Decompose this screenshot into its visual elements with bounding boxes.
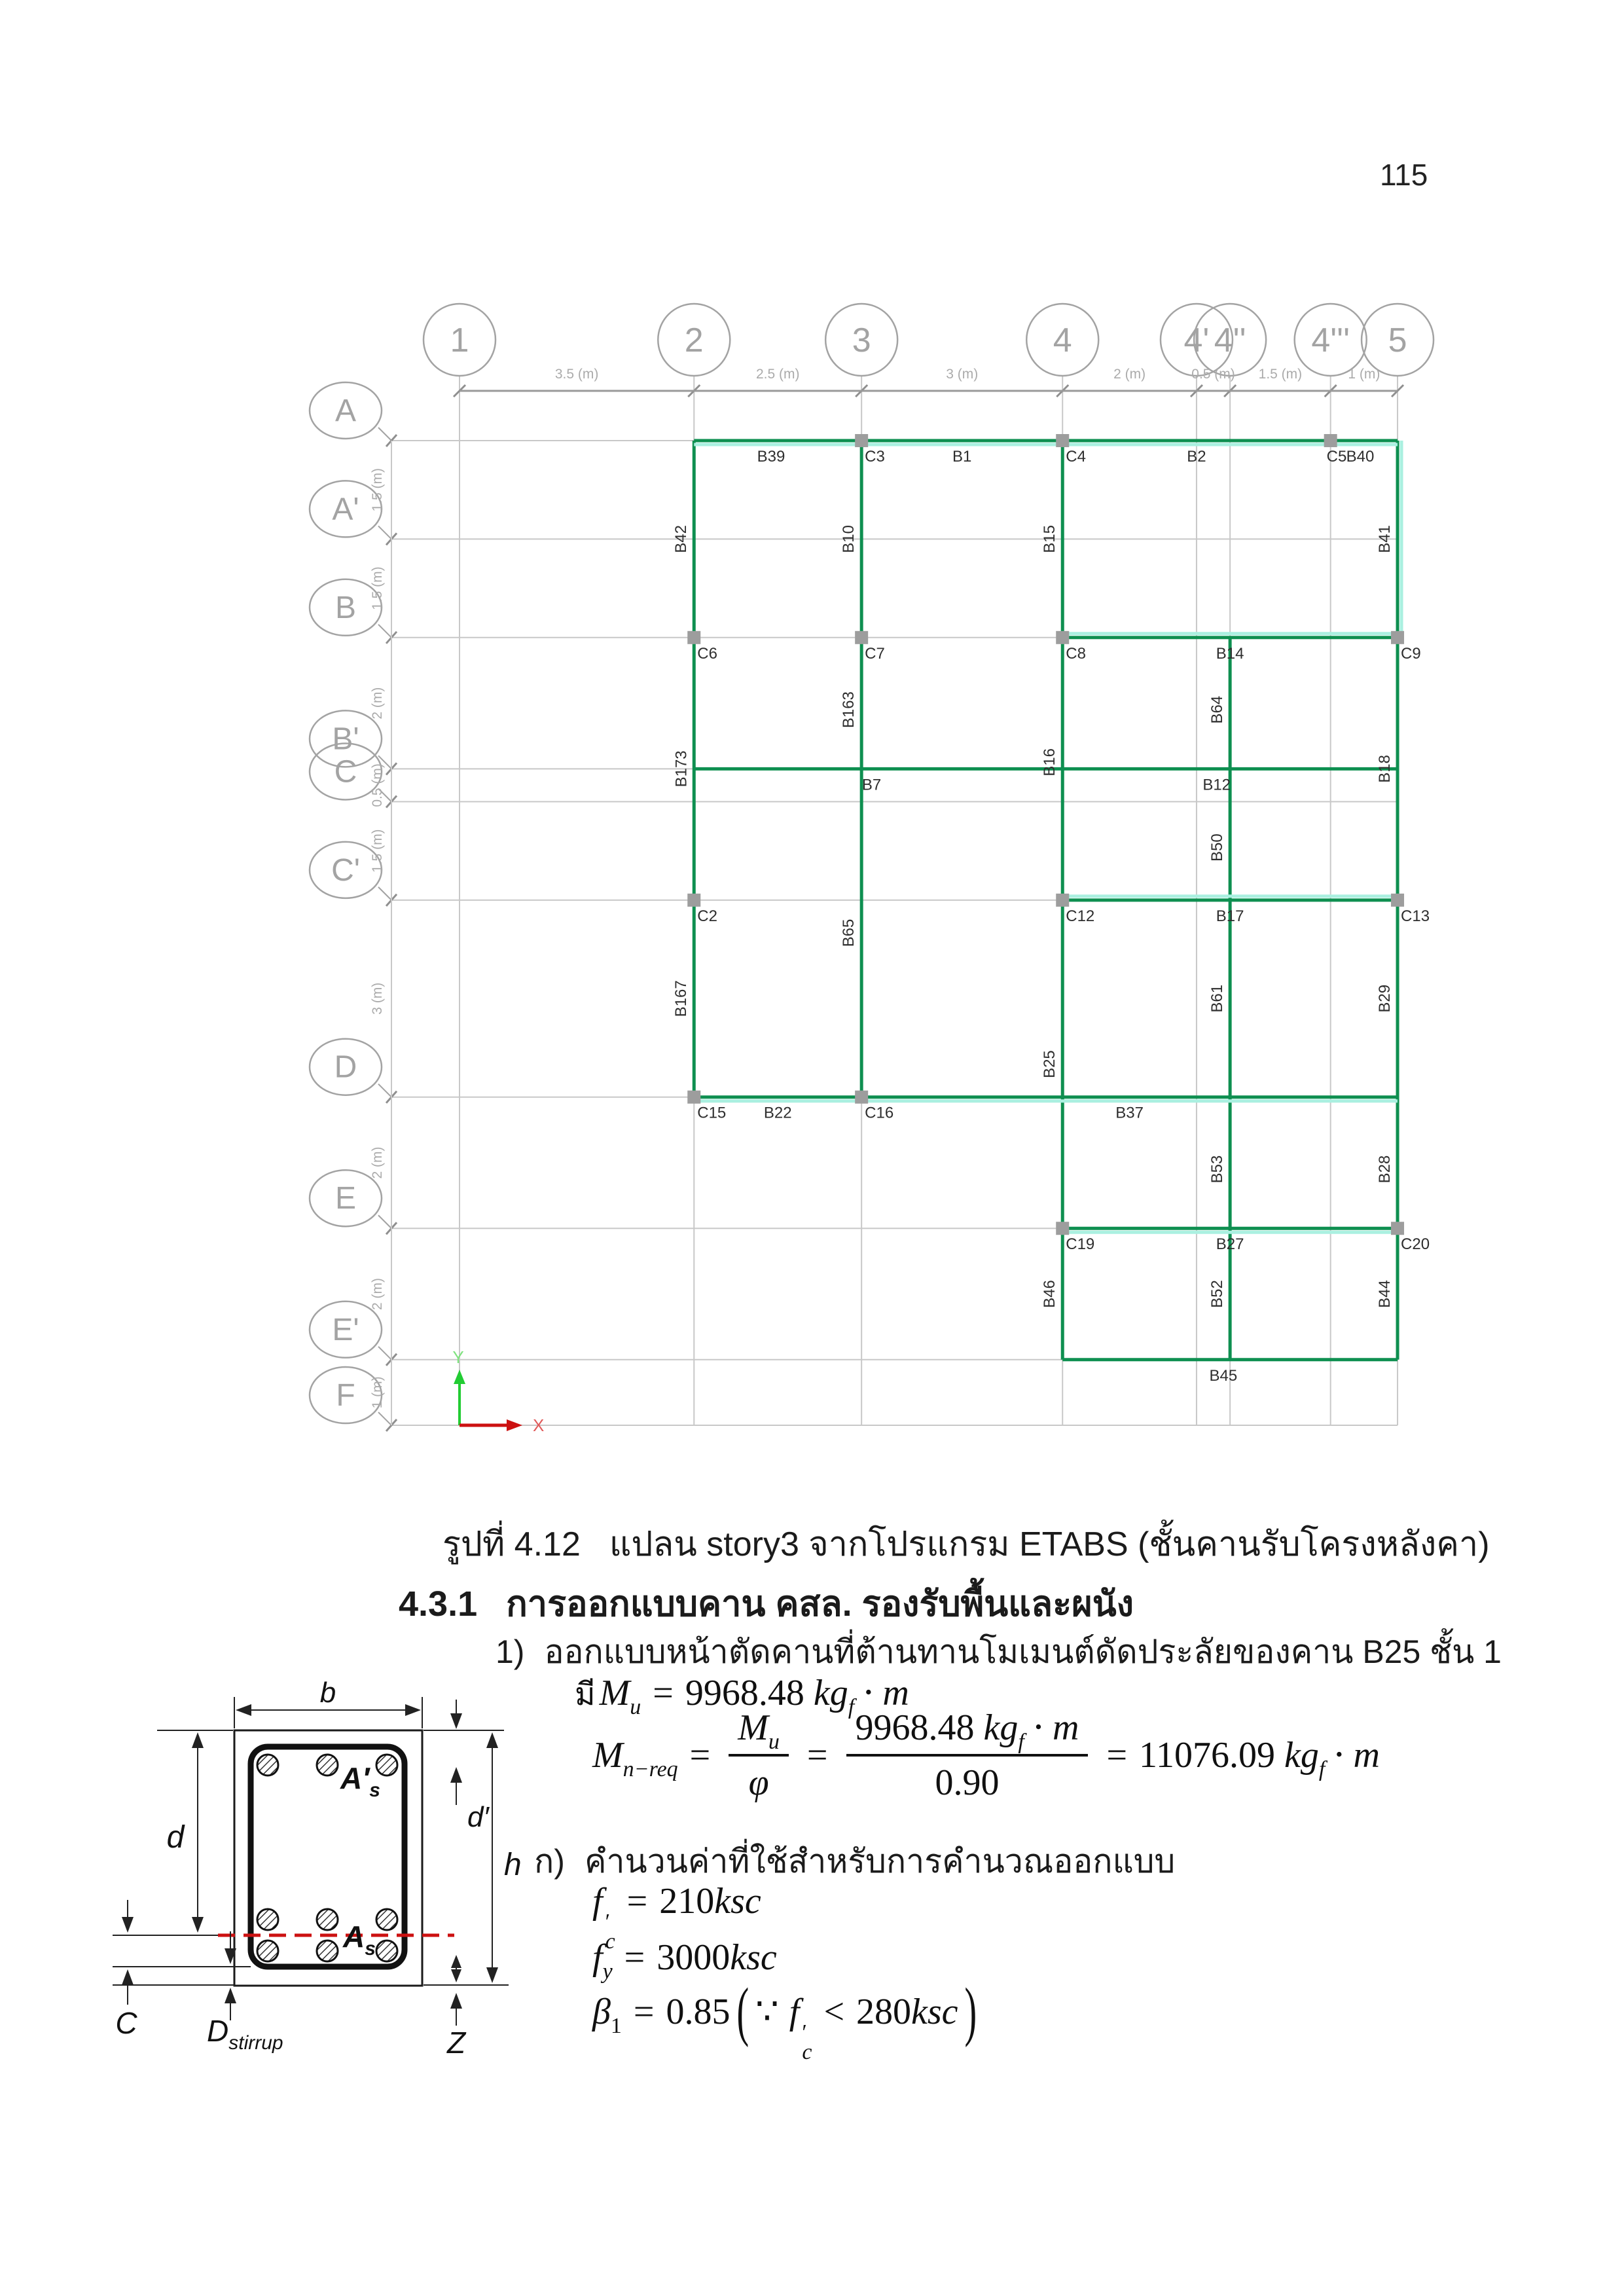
grid-bubble-row-label: F	[336, 1378, 355, 1413]
grid-bubble-row-label: D	[334, 1049, 357, 1085]
plan-label-C13: C13	[1401, 907, 1430, 925]
plan-label-B50: B50	[1208, 833, 1227, 862]
left-dim-label: 1.5 (m)	[370, 566, 385, 610]
section-number: 4.3.1	[399, 1584, 478, 1624]
plan-label-B173: B173	[672, 750, 691, 788]
column-square-C2	[687, 894, 700, 907]
plan-label-B16: B16	[1041, 748, 1059, 776]
grid-bubble-col-label: 4'''	[1311, 321, 1350, 359]
top-dim-label: 0.5 (m)	[1191, 367, 1235, 382]
equation-mu-prefix: มี	[575, 1677, 596, 1712]
plan-label-B18: B18	[1376, 754, 1394, 783]
plan-label-B45: B45	[1209, 1366, 1238, 1385]
plan-label-B27: B27	[1216, 1235, 1244, 1254]
plan-label-B41: B41	[1376, 525, 1394, 553]
grid-bubble-col-label: 3	[852, 321, 871, 359]
equation-fy: $f_y = 3000ksc$	[592, 1937, 777, 1984]
equation-mnreq: $M_{n-req}$ = $\frac{M_u}{\varphi}$ = $\frac{9968.48 kg_f \cdot m}{0.90}$ = 11076.09 $kg_f \cdot m$	[592, 1707, 1380, 1803]
grid-bubble-row-label: B'	[332, 721, 359, 757]
plan-label-B22: B22	[763, 1104, 792, 1122]
plan-label-B64: B64	[1208, 695, 1227, 724]
beam-cross-section	[113, 1677, 522, 2060]
plan-label-B17: B17	[1216, 907, 1244, 925]
column-square-C4	[1056, 434, 1069, 447]
top-dim-label: 3.5 (m)	[554, 367, 599, 382]
left-dim-label: 2 (m)	[370, 1146, 385, 1179]
plan-label-B2: B2	[1187, 448, 1206, 465]
grid-bubble-row-label: E	[334, 1181, 357, 1216]
dim-h	[424, 1747, 509, 1985]
mnreq-result: 11076.09 $kg_f \cdot m$	[1139, 1735, 1380, 1781]
plan-label-B1: B1	[952, 448, 972, 465]
axis-x-label: X	[533, 1415, 545, 1436]
left-dim-label: 1.5 (m)	[370, 829, 385, 873]
dim-z-label: Z	[446, 2026, 466, 2060]
left-dim-label: 1 (m)	[370, 1376, 385, 1409]
mu-value: 9968.48	[685, 1673, 804, 1713]
grid-bubble-col-label: 4	[1053, 321, 1072, 359]
dim-b-arrow-left	[236, 1704, 251, 1716]
grid-bubble-row-label: B	[334, 590, 357, 625]
dim-b-label: b	[319, 1677, 336, 1709]
bubble-leader	[378, 526, 391, 539]
item-ka-text: คำนวนค่าที่ใช้สำหรับการคำนวณออกแบบ	[584, 1843, 1176, 1880]
plan-label-B7: B7	[861, 776, 882, 794]
plan-label-C6: C6	[697, 644, 717, 663]
plan-label-C9: C9	[1401, 644, 1421, 663]
column-square-C20	[1391, 1222, 1404, 1235]
dim-z-arrow-up	[450, 1993, 462, 2009]
plan-label-C7: C7	[865, 644, 885, 663]
plan-label-C2: C2	[697, 907, 717, 925]
plan-label-C16: C16	[865, 1104, 894, 1122]
plan-label-B53: B53	[1208, 1155, 1227, 1184]
plan-label-B52: B52	[1208, 1280, 1227, 1308]
column-square-C19	[1056, 1222, 1069, 1235]
plan-label-B12: B12	[1202, 776, 1231, 794]
item-1-marker: 1)	[496, 1633, 525, 1670]
plan-label-B61: B61	[1208, 984, 1227, 1013]
column-square-C3	[855, 434, 868, 447]
top-dim-label: 1 (m)	[1348, 367, 1380, 382]
grid-bubble-col-label: 4'	[1183, 321, 1210, 359]
bubble-leader	[378, 1084, 391, 1097]
grid-bubble-row-label: A'	[332, 492, 359, 527]
mnreq-lhs: $M_{n-req}$	[592, 1734, 678, 1781]
column-square-C12	[1056, 894, 1069, 907]
section-heading	[399, 1575, 1134, 1631]
dim-d-arrow-top	[192, 1732, 204, 1748]
dim-dstirrup-arrow-up	[225, 1988, 236, 2003]
left-dim-label: 0.5 (m)	[370, 763, 385, 807]
top-dim-label: 2 (m)	[1113, 367, 1146, 382]
rebar-top-row	[257, 1755, 397, 1776]
dim-h-arrow-top	[486, 1732, 498, 1748]
grid-bubble-row-label: C'	[331, 852, 360, 888]
etabs-plan	[310, 304, 1434, 1435]
plan-label-B163: B163	[840, 691, 858, 729]
bubble-leader	[378, 1412, 391, 1425]
compression-steel-label: $A'_s$	[340, 1761, 380, 1801]
section-title: การออกแบบคาน คสล. รองรับพื้นและผนัง	[506, 1584, 1134, 1624]
dim-h-label: h	[504, 1848, 522, 1882]
plan-label-B29: B29	[1376, 984, 1394, 1013]
equation-fc: f ′ c = 210ksc	[592, 1881, 761, 1954]
plan-label-C12: C12	[1066, 907, 1095, 925]
plan-label-B167: B167	[672, 980, 691, 1017]
column-square-C6	[687, 631, 700, 644]
dim-z-arrow-top	[451, 1955, 461, 1968]
plan-label-B28: B28	[1376, 1155, 1394, 1184]
equation-mu: มี $M_u = 9968.48$ $kg_f \cdot m$	[575, 1673, 909, 1719]
dim-b-arrow-right	[405, 1704, 421, 1716]
column-square-C8	[1056, 631, 1069, 644]
plan-label-B46: B46	[1041, 1280, 1059, 1308]
left-dim-label: 2 (m)	[370, 687, 385, 720]
dim-h-arrow-bottom	[486, 1967, 498, 1983]
top-dim-label: 3 (m)	[946, 367, 979, 382]
plan-label-C15: C15	[697, 1104, 727, 1122]
grid-bubble-col-label: 4''	[1214, 321, 1246, 359]
top-dim-label: 2.5 (m)	[755, 367, 800, 382]
bubble-leader	[378, 428, 391, 441]
left-dim-label: 3 (m)	[370, 982, 385, 1015]
plan-label-B25: B25	[1041, 1050, 1059, 1078]
fraction-numeric: $\frac{9968.48 kg_f \cdot m}{0.90}$	[846, 1706, 1089, 1804]
plan-label-C20: C20	[1401, 1235, 1430, 1254]
bubble-leader	[378, 1347, 391, 1360]
plan-label-B10: B10	[840, 525, 858, 553]
plan-label-C19: C19	[1066, 1235, 1095, 1254]
grid-bubble-col-label: 1	[450, 321, 469, 359]
page-number: 115	[1380, 158, 1428, 192]
column-square-C5	[1324, 434, 1337, 447]
plan-label-B44: B44	[1376, 1280, 1394, 1308]
dim-d-arrow-bottom	[192, 1917, 204, 1933]
plan-label-C4: C4	[1066, 448, 1086, 465]
mu-variable: M	[599, 1673, 630, 1713]
plan-label-C8: C8	[1066, 644, 1086, 663]
dim-z-arrow-bottom	[451, 1969, 461, 1982]
plan-label-B42: B42	[672, 525, 691, 553]
grid-bubble-row-label: E'	[332, 1312, 359, 1347]
plan-label-B37: B37	[1115, 1104, 1144, 1122]
item-ka-marker: ก)	[534, 1843, 565, 1880]
axis-x-arrowhead	[507, 1419, 522, 1431]
equation-beta1: $\beta_1 = 0.85$ ( ∵ f ′ c < 280ksc )	[592, 1975, 977, 2064]
column-square-C15	[687, 1091, 700, 1104]
axis-y-label: Y	[452, 1347, 464, 1368]
column-square-C13	[1391, 894, 1404, 907]
dim-c-arrow-up	[122, 1969, 134, 1985]
column-square-C7	[855, 631, 868, 644]
dim-d-prime-label: d′	[467, 1801, 489, 1833]
left-dim-label: 2 (m)	[370, 1278, 385, 1311]
column-square-C9	[1391, 631, 1404, 644]
axis-y-arrowhead	[454, 1370, 465, 1384]
grid-bubble-col-label: 2	[684, 321, 704, 359]
grid-bubble-row-label: A	[334, 393, 357, 428]
dim-d-prime-arrow-down	[450, 1713, 462, 1729]
grid-bubble-row-label: C	[334, 754, 357, 790]
plan-label-C3: C3	[865, 448, 885, 465]
plan-label-B14: B14	[1216, 644, 1244, 663]
bubble-leader	[378, 1215, 391, 1228]
dim-d-prime-arrow-up	[450, 1767, 462, 1783]
plan-label-B15: B15	[1041, 525, 1059, 553]
top-dim-label: 1.5 (m)	[1258, 367, 1303, 382]
figure-caption-text: แปลน story3 จากโปรแกรม ETABS (ชั้นคานรับโครงหลังคา)	[609, 1525, 1490, 1563]
dim-c-label: C	[115, 2006, 137, 2040]
bubble-leader	[378, 887, 391, 900]
item-1-text: ออกแบบหน้าตัดคานที่ต้านทานโมเมนต์ดัดประลัยของคาน B25 ชั้น 1	[544, 1633, 1502, 1670]
left-dim-label: 1.5 (m)	[370, 467, 385, 512]
fraction-mu-phi: $\frac{M_u}{\varphi}$	[729, 1707, 789, 1804]
bubble-leader	[378, 625, 391, 638]
cover-reference-lines	[113, 1967, 251, 1985]
figure-caption-number: รูปที่ 4.12	[442, 1525, 581, 1563]
dim-dstirrup-label: $D_{stirrup}$	[207, 2014, 283, 2054]
plan-label-B39: B39	[757, 448, 785, 465]
column-square-C16	[855, 1091, 868, 1104]
plan-label-C5: C5	[1326, 448, 1347, 465]
dim-d-label: d	[166, 1820, 185, 1855]
figure-caption	[442, 1516, 1490, 1571]
tension-steel-label: $A_s$	[343, 1920, 376, 1959]
plan-label-B65: B65	[840, 919, 858, 947]
grid-bubble-col-label: 5	[1388, 321, 1407, 359]
dim-c-arrow-down	[122, 1917, 134, 1933]
plan-label-B40: B40	[1346, 448, 1375, 465]
